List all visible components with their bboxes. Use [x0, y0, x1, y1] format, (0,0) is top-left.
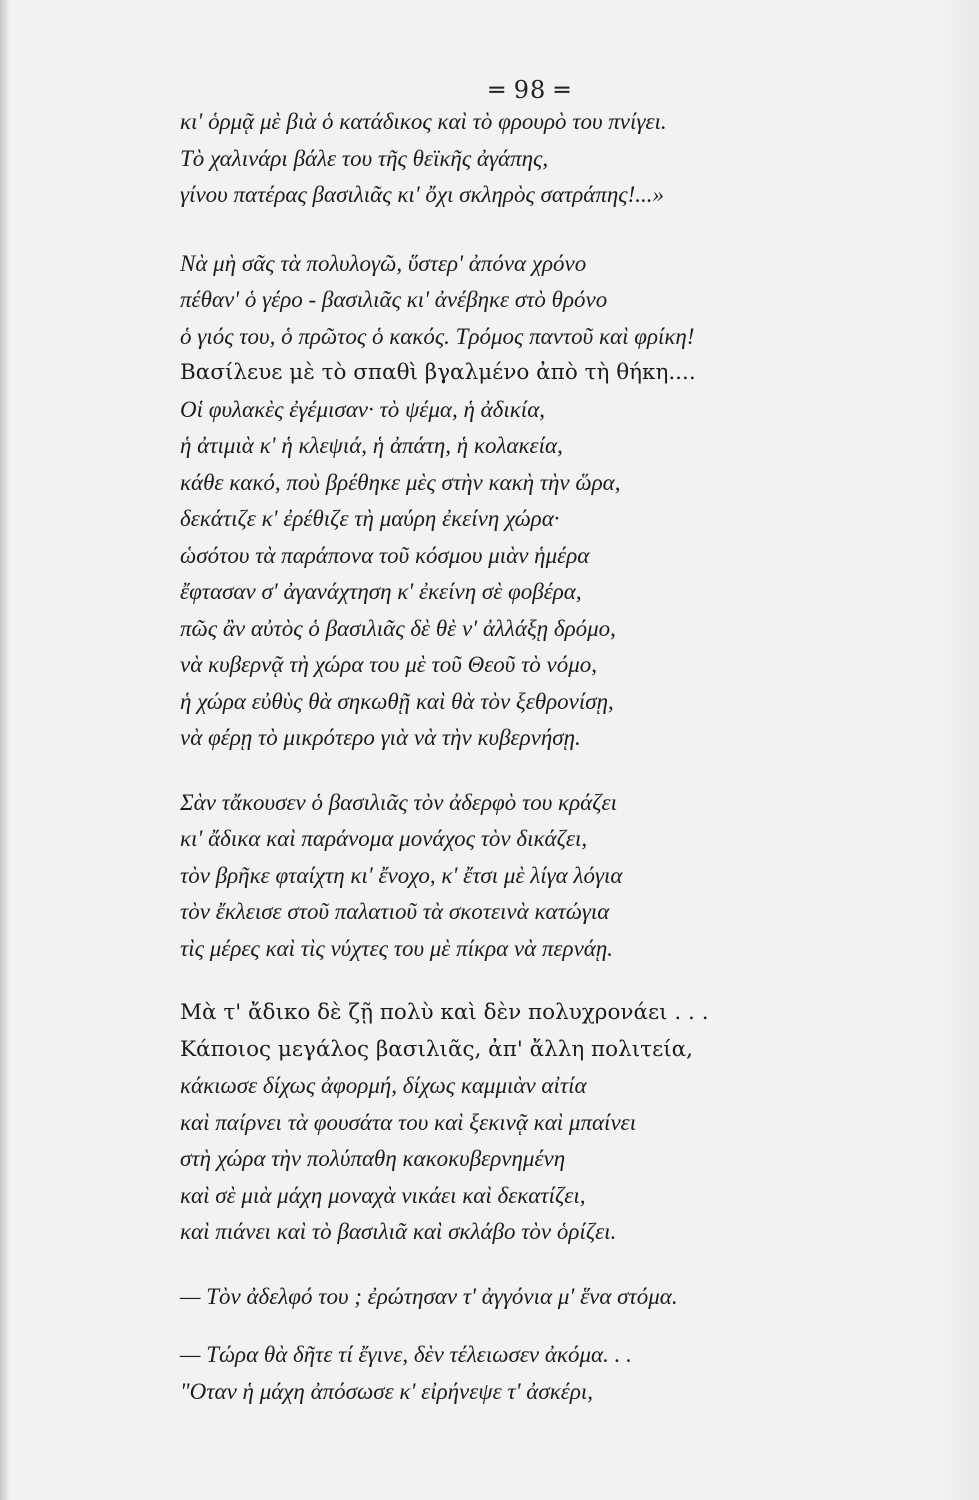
poem-line: Σὰν τἄκουσεν ὁ βασιλιᾶς τὸν ἀδερφὸ του κράζει: [180, 789, 617, 815]
stanza: [180, 785, 880, 968]
poem-line: δεκάτιζε κ' ἐρέθιζε τὴ μαύρη ἐκείνη χώρα·: [180, 506, 560, 531]
poem-line: γίνου πατέρας βασιλιᾶς κι' ὄχι σκληρὸς σατράπης!...»: [180, 182, 664, 207]
stanza-gap: [180, 1315, 880, 1337]
poem-line: νὰ κυβερνᾷ τὴ χώρα του μὲ τοῦ Θεοῦ τὸ νόμο,: [180, 652, 598, 677]
poem-line: κάκιωσε δίχως ἀφορμή, δίχως καμμιὰν αἰτία: [180, 1073, 587, 1098]
page-edge-shadow: [939, 0, 979, 1500]
page-spine-shadow: [0, 0, 10, 1500]
poem-line: — Τὸν ἀδελφό του ; ἐρώτησαν τ' ἀγγόνια μ' ἕνα στόμα.: [180, 1283, 678, 1309]
poem-line: καὶ σὲ μιὰ μάχη μοναχὰ νικάει καὶ δεκατίζει,: [180, 1182, 586, 1208]
stanza: [180, 995, 880, 1251]
stanza-gap: [180, 1251, 880, 1279]
poem-line: Κάποιος μεγάλος βασιλιᾶς, ἀπ' ἄλλη πολιτεία,: [180, 1036, 693, 1062]
stanza-gap: [180, 214, 880, 246]
poem-line: κι' ἄδικα καὶ παράνομα μονάχος τὸν δικάζει,: [180, 826, 588, 851]
stanza-gap: [180, 967, 880, 995]
poem-line: στὴ χώρα τὴν πολύπαθη κακοκυβερνημένη: [180, 1146, 566, 1171]
poem-line: κι' ὁρμᾷ μὲ βιὰ ὁ κατάδικος καὶ τὸ φρουρὸ του πνίγει.: [180, 109, 667, 134]
poem-line: Οἱ φυλακὲς ἐγέμισαν· τὸ ψέμα, ἡ ἀδικία,: [180, 396, 546, 422]
poem-line: πῶς ἂν αὐτὸς ὁ βασιλιᾶς δὲ θὲ ν' ἀλλάξῃ δρόμο,: [180, 615, 616, 641]
page-number: ═ 98 ═: [489, 76, 571, 104]
poem-line: τὸν βρῆκε φταίχτη κι' ἔνοχο, κ' ἔτσι μὲ λίγα λόγια: [180, 862, 623, 888]
poem-line: καὶ παίρνει τὰ φουσάτα του καὶ ξεκινᾷ καὶ μπαίνει: [180, 1109, 637, 1135]
poem-line: νὰ φέρῃ τὸ μικρότερο γιὰ νὰ τὴν κυβερνήσῃ.: [180, 725, 581, 750]
poem-line: ἡ χώρα εὐθὺς θὰ σηκωθῇ καὶ θὰ τὸν ξεθρονίσῃ,: [180, 688, 614, 714]
poem-line: "Οταν ἡ μάχη ἀπόσωσε κ' εἰρήνεψε τ' ἀσκέρι,: [180, 1378, 594, 1404]
poem-line: Μὰ τ' ἄδικο δὲ ζῇ πολὺ καὶ δὲν πολυχρονάει . . .: [180, 1000, 709, 1025]
poem-line: ἔφτασαν σ' ἀγανάχτηση κ' ἐκείνη σὲ φοβέρα,: [180, 579, 582, 604]
stanza: [180, 1279, 880, 1316]
stanza: [180, 1337, 880, 1410]
poem-text: [180, 104, 880, 1410]
stanza-gap: [180, 757, 880, 785]
poem-line: ὡσότου τὰ παράπονα τοῦ κόσμου μιὰν ἡμέρα: [180, 542, 590, 568]
poem-line: τὶς μέρες καὶ τὶς νύχτες του μὲ πίκρα νὰ περνάῃ.: [180, 935, 614, 961]
stanza: [180, 246, 880, 757]
poem-line: τὸν ἔκλεισε στοῦ παλατιοῦ τὰ σκοτεινὰ κατώγια: [180, 899, 610, 924]
poem-line: Βασίλευε μὲ τὸ σπαθὶ βγαλμένο ἀπὸ τὴ θήκη....: [180, 360, 696, 385]
poem-line: ἡ ἀτιμιὰ κ' ἡ κλεψιά, ἡ ἀπάτη, ἡ κολακεία,: [180, 433, 563, 458]
poem-line: Νὰ μὴ σᾶς τὰ πολυλογῶ, ὕστερ' ἀπόνα χρόνο: [180, 250, 587, 276]
poem-line: κάθε κακό, ποὺ βρέθηκε μὲς στὴν κακὴ τὴν ὥρα,: [180, 469, 621, 495]
poem-line: Τὸ χαλινάρι βάλε του τῆς θεϊκῆς ἀγάπης,: [180, 145, 549, 171]
poem-line: πέθαν' ὁ γέρο - βασιλιᾶς κι' ἀνέβηκε στὸ θρόνο: [180, 287, 608, 312]
poem-line: — Τώρα θὰ δῆτε τί ἔγινε, δὲν τέλειωσεν ἀκόμα. . .: [180, 1342, 632, 1367]
stanza: [180, 104, 880, 214]
poem-line: ὁ γιός του, ὁ πρῶτος ὁ κακός. Τρόμος παντοῦ καὶ φρίκη!: [180, 323, 695, 349]
poem-line: καὶ πιάνει καὶ τὸ βασιλιᾶ καὶ σκλάβο τὸν ὁρίζει.: [180, 1219, 617, 1244]
